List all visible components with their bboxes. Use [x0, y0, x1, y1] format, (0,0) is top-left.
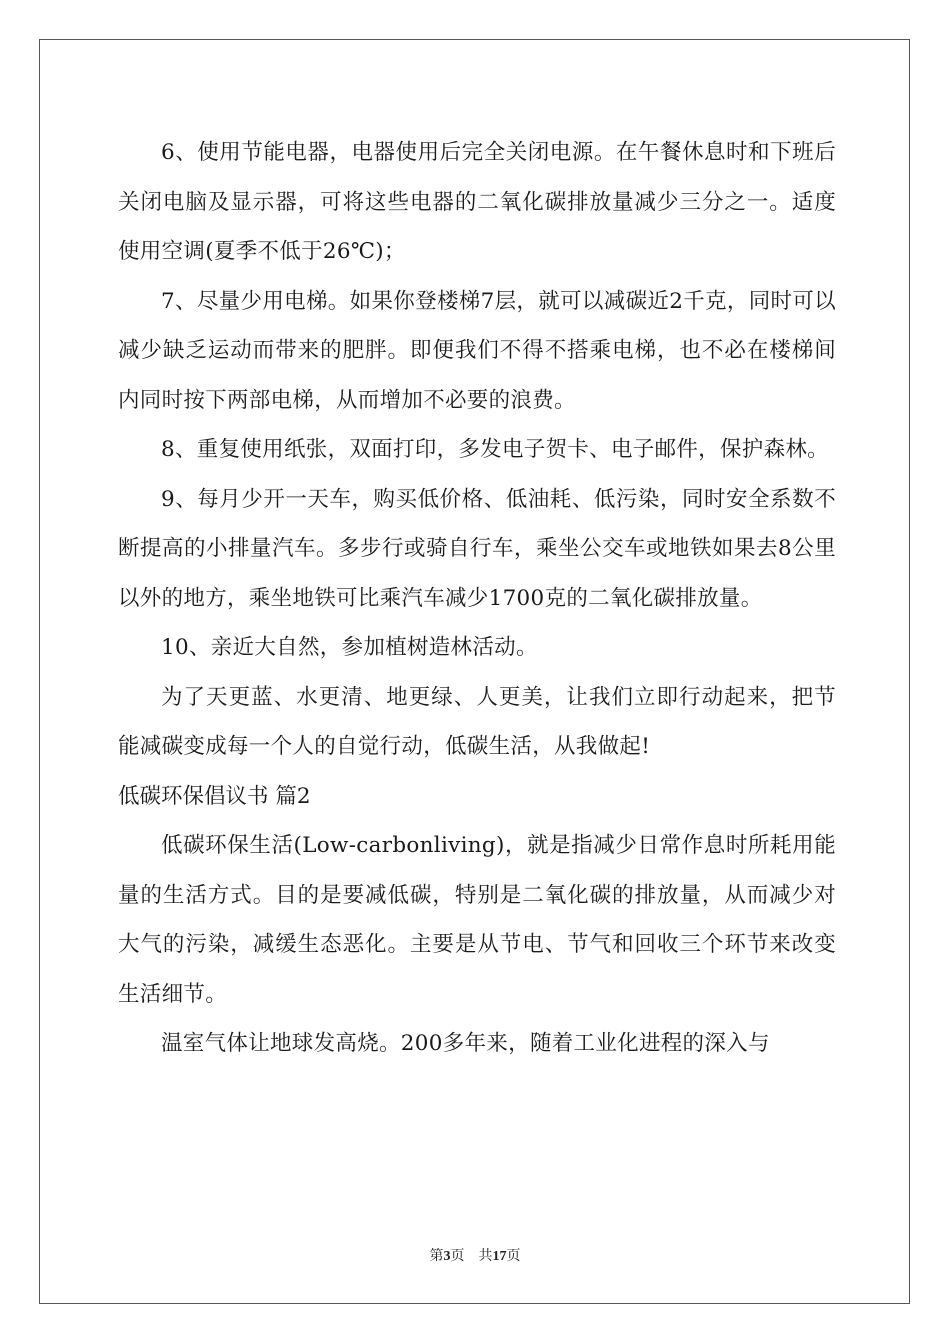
total-suffix: 页 — [506, 1248, 521, 1264]
section-paragraph-greenhouse: 温室气体让地球发高烧。200多年来，随着工业化进程的深入与 — [161, 1031, 770, 1056]
page-suffix: 页 — [450, 1248, 465, 1264]
section-paragraph-intro: 低碳环保生活(Low-carbonliving)，就是指减少日常作息时所耗用能量的生活方式。目的是要减低碳，特别是二氧化碳的排放量，从而减少对大气的污染，减缓生态恶化。主要是从节电、节气和回收三个环节来改变生活细节。 — [118, 833, 836, 1007]
page-number: 3 — [443, 1249, 451, 1264]
closing-paragraph: 为了天更蓝、水更清、地更绿、人更美，让我们立即行动起来，把节能减碳变成每一个人的自觉行动，低碳生活，从我做起! — [118, 684, 836, 759]
paragraph-item-9: 9、每月少开一天车，购买低价格、低油耗、低污染，同时安全系数不断提高的小排量汽车。多步行或骑自行车，乘坐公交车或地铁如果去8公里以外的地方，乘坐地铁可比乘汽车减少1700克的二氧化碳排放量。 — [118, 486, 836, 611]
paragraph-item-7: 7、尽量少用电梯。如果你登楼梯7层，就可以减碳近2千克，同时可以减少缺乏运动而带来的肥胖。即便我们不得不搭乘电梯，也不必在楼梯间内同时按下两部电梯，从而增加不必要的浪费。 — [118, 288, 836, 413]
page-prefix: 第 — [429, 1248, 444, 1264]
section-heading: 低碳环保倡议书 篇2 — [118, 783, 311, 809]
document-body — [118, 128, 836, 1069]
total-pages: 17 — [492, 1249, 507, 1264]
paragraph-item-6: 6、使用节能电器，电器使用后完全关闭电源。在午餐休息时和下班后关闭电脑及显示器，可将这些电器的二氧化碳排放量减少三分之一。适度使用空调(夏季不低于26℃)； — [118, 140, 836, 264]
paragraph-item-8: 8、重复使用纸张，双面打印，多发电子贺卡、电子邮件，保护森林。 — [161, 437, 829, 462]
paragraph-item-10: 10、亲近大自然，参加植树造林活动。 — [161, 635, 538, 660]
total-prefix: 共 — [478, 1248, 493, 1264]
page-footer — [0, 1245, 950, 1265]
